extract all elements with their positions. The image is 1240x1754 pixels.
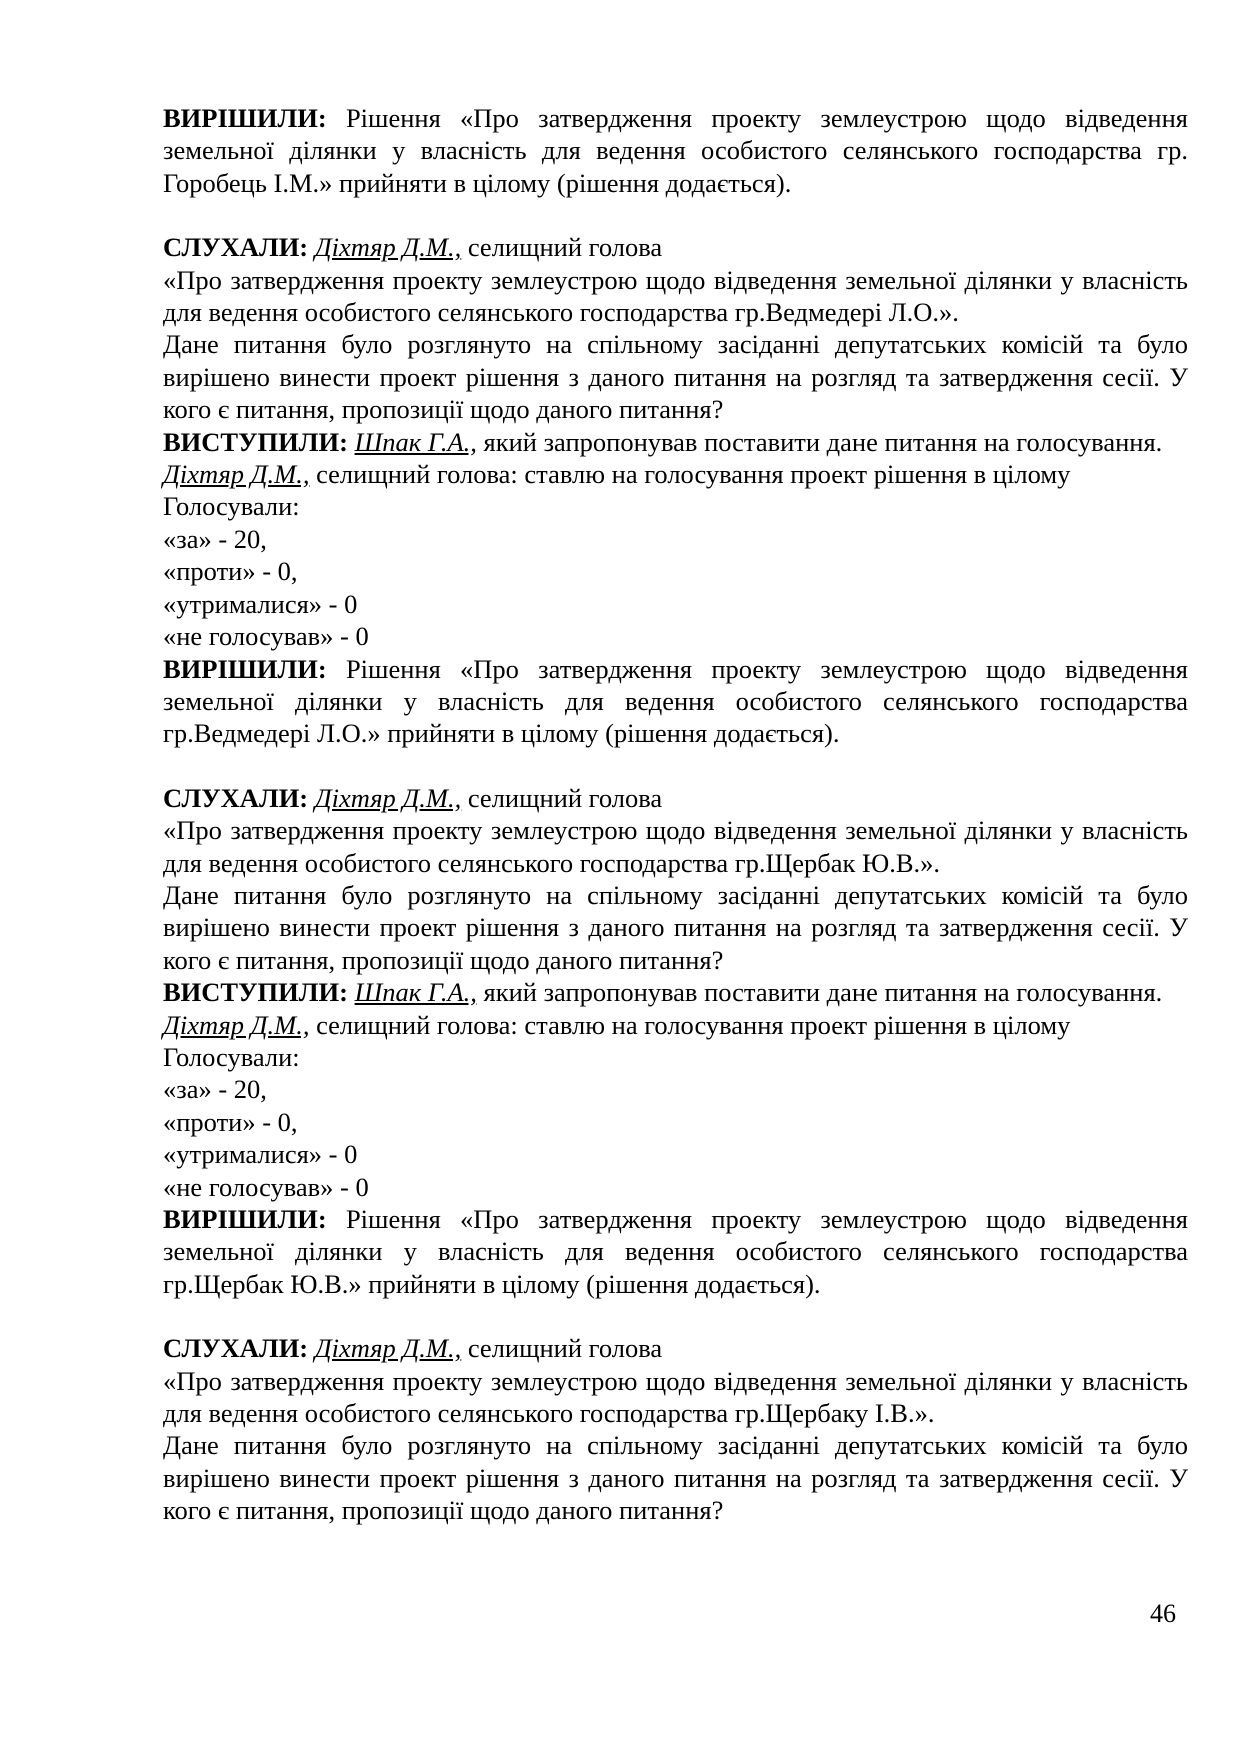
spoke-paragraph bbox=[163, 426, 1188, 458]
vote-against: «проти» - 0, bbox=[163, 556, 298, 587]
heard-speaker: Діхтяр Д.М., bbox=[314, 232, 462, 263]
vote-not-voted: «не голосував» - 0 bbox=[163, 621, 369, 652]
votes-heading: Голосували: bbox=[163, 1041, 300, 1072]
commission-note: Дане питання було розглянуто на спільному засіданні депутатських комісій та було вирішено винести проект рішення з даного питання на розгляд та затвердження сесії. У кого є питання, пропозиції щодо даного питання? bbox=[163, 329, 1188, 425]
vote-abstained: «утрималися» - 0 bbox=[163, 1139, 358, 1170]
heard-line bbox=[163, 782, 1188, 814]
spoke-text: який запропонував поставити дане питання на голосування. bbox=[476, 426, 1163, 457]
decision-label: ВИРІШИЛИ: bbox=[163, 653, 327, 684]
commission-note: Дане питання було розглянуто на спільному засіданні депутатських комісій та було вирішено винести проект рішення з даного питання на розгляд та затвердження сесії. У кого є питання, пропозиції щодо даного питання? bbox=[163, 879, 1188, 975]
decision-label: ВИРІШИЛИ: bbox=[163, 1204, 327, 1234]
vote-against: «проти» - 0, bbox=[163, 1106, 298, 1137]
vote-for: «за» - 20, bbox=[163, 1074, 267, 1105]
agenda-item-3 bbox=[163, 1332, 1188, 1526]
chair-speaker: Діхтяр Д.М., bbox=[163, 459, 310, 490]
spoke-speaker: Шпак Г.А., bbox=[354, 977, 477, 1008]
decision-paragraph bbox=[163, 1203, 1188, 1300]
heard-label: СЛУХАЛИ: bbox=[163, 1333, 309, 1364]
topic-paragraph: «Про затвердження проекту землеустрою щодо відведення земельної ділянки у власність для ведення особистого селянського господарства гр.Щербак Ю.В.». bbox=[163, 815, 1188, 878]
spoke-label: ВИСТУПИЛИ: bbox=[163, 977, 348, 1008]
vote-not-voted: «не голосував» - 0 bbox=[163, 1171, 369, 1202]
spoke-paragraph bbox=[163, 976, 1188, 1008]
decision-text: Рішення «Про затвердження проекту землеустрою щодо відведення земельної ділянки у власність для ведення особистого селянського господарства гр.Щербак Ю.В.» прийняти в цілому (рішення додається). bbox=[163, 1204, 1188, 1299]
heard-line bbox=[163, 1332, 1188, 1364]
chair-line bbox=[163, 458, 1188, 490]
heard-line bbox=[163, 231, 1188, 263]
chair-text: селищний голова: ставлю на голосування проект рішення в цілому bbox=[309, 459, 1071, 490]
heard-role: селищний голова bbox=[461, 1333, 663, 1364]
agenda-item-1 bbox=[163, 231, 1188, 750]
agenda-item-2 bbox=[163, 782, 1188, 1301]
heard-role: селищний голова bbox=[461, 782, 663, 813]
vote-abstained: «утрималися» - 0 bbox=[163, 588, 358, 619]
heard-speaker: Діхтяр Д.М., bbox=[314, 782, 462, 813]
heard-label: СЛУХАЛИ: bbox=[163, 232, 309, 263]
spoke-text: який запропонував поставити дане питання на голосування. bbox=[476, 977, 1163, 1008]
decision-paragraph bbox=[163, 102, 1188, 199]
spoke-speaker: Шпак Г.А., bbox=[354, 426, 477, 457]
commission-note: Дане питання було розглянуто на спільному засіданні депутатських комісій та було вирішено винести проект рішення з даного питання на розгляд та затвердження сесії. У кого є питання, пропозиції щодо даного питання? bbox=[163, 1430, 1188, 1526]
decision-text: Рішення «Про затвердження проекту землеустрою щодо відведення земельної ділянки у власність для ведення особистого селянського господарства гр. Горобець І.М.» прийняти в цілому (рішення додається). bbox=[163, 103, 1188, 198]
decision-label: ВИРІШИЛИ: bbox=[163, 103, 327, 133]
vote-for: «за» - 20, bbox=[163, 523, 267, 554]
topic-paragraph: «Про затвердження проекту землеустрою щодо відведення земельної ділянки у власність для ведення особистого селянського господарства гр.Щербаку І.В.». bbox=[163, 1365, 1188, 1429]
heard-speaker: Діхтяр Д.М., bbox=[314, 1333, 462, 1364]
heard-role: селищний голова bbox=[461, 232, 663, 263]
decision-text: Рішення «Про затвердження проекту землеустрою щодо відведення земельної ділянки у власність для ведення особистого селянського господарства гр.Ведмедері Л.О.» прийняти в цілому (рішення додається). bbox=[163, 653, 1188, 749]
page-number: 46 bbox=[1150, 1599, 1176, 1628]
votes-heading: Голосували: bbox=[163, 491, 300, 522]
heard-label: СЛУХАЛИ: bbox=[163, 782, 309, 813]
decision-paragraph bbox=[163, 653, 1188, 750]
chair-text: селищний голова: ставлю на голосування проект рішення в цілому bbox=[309, 1009, 1071, 1040]
spoke-label: ВИСТУПИЛИ: bbox=[163, 426, 348, 457]
document-page bbox=[163, 102, 1188, 1527]
chair-speaker: Діхтяр Д.М., bbox=[163, 1009, 310, 1040]
chair-line bbox=[163, 1009, 1188, 1041]
topic-paragraph: «Про затвердження проекту землеустрою щодо відведення земельної ділянки у власність для ведення особистого селянського господарства гр.Ведмедері Л.О.». bbox=[163, 264, 1188, 328]
